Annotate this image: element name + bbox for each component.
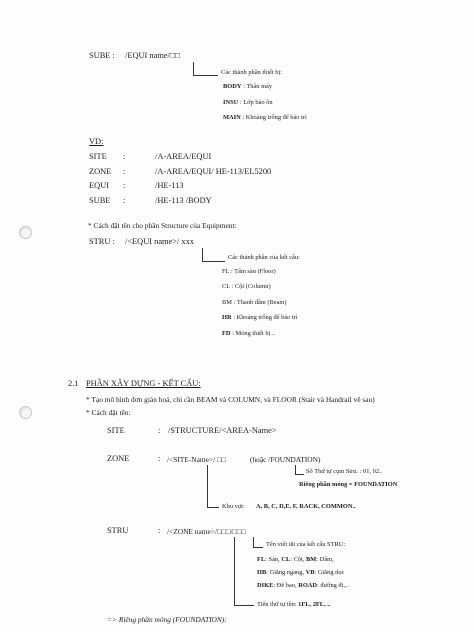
example-row-value: /HE-113 /BODY <box>155 196 212 205</box>
connector-line <box>193 75 218 76</box>
example-row-value: /A-AREA/EQUI/ HE-113/EL5200 <box>155 167 272 176</box>
structure-naming-note: * Cách đặt tên cho phần Structure của Equipment: <box>88 221 237 230</box>
section-bullet-2: * Cách đặt tên: <box>86 408 131 417</box>
zone-area-label: Khu vực <box>222 503 245 510</box>
section-number: 2.1 <box>68 379 79 388</box>
example-row-key: EQUI <box>89 181 110 190</box>
site-value: /STRUCTURE/<AREA-Name> <box>168 426 277 435</box>
zone-value: /<SITE-Name>/ □□ <box>167 455 226 464</box>
zone-alt: (hoặc /FOUNDATION) <box>250 455 321 464</box>
stru-label: STRU : <box>89 237 115 246</box>
structure-part-cl: CL : Cột (Column) <box>222 283 271 290</box>
foundation-note: => Riêng phần móng (FOUNDATION): <box>107 615 227 624</box>
structure-part-bm: BM : Thanh dầm (Beam) <box>222 299 287 306</box>
stru-sep: : <box>158 526 161 535</box>
example-row-value: /HE-113 <box>155 181 184 190</box>
structure-part-fd: FD : Móng thiết bị .. <box>222 330 276 337</box>
example-row-sep: : <box>123 181 126 190</box>
section-title: PHẦN XÂY DỰNG - KẾT CẤU: <box>86 379 201 388</box>
equi-parts-title: Các thành phần thiết bị: <box>221 69 283 76</box>
equi-part-body: BODY : Thân máy <box>223 83 273 90</box>
stru-abbrev-line: FL: Sàn, CL: Cột, BM: Dầm, <box>257 556 334 563</box>
stru-seq: Tiến thứ tự tên: 1FL, 2FL, .. <box>257 601 331 608</box>
sube-value: /EQUI name/□□ <box>125 51 181 60</box>
connector-line <box>295 474 304 475</box>
equi-part-insu: INSU : Lớp bảo ôn <box>223 99 273 106</box>
example-title: VD: <box>89 137 104 146</box>
stru-abbrev-title: Tên viết tắt của kết cấu STRU: <box>266 541 346 548</box>
connector-line <box>234 537 235 606</box>
stru-value: /<ZONE name>/□□□/□□□ <box>167 527 246 536</box>
stru-value: /<EQUI name>/ xxx <box>125 237 194 246</box>
structure-part-hr: HR : Khoảng trống để bảo trì <box>222 314 298 321</box>
connector-line <box>234 605 254 606</box>
zone-sep: : <box>158 454 161 463</box>
sube-label: SUBE : <box>89 51 115 60</box>
zone-key: ZONE <box>107 454 130 463</box>
binder-hole-2 <box>19 406 32 419</box>
structure-part-fl: FL : Tấm sàn (Floor) <box>222 268 276 275</box>
structure-parts-title: Các thành phần của kết cấu: <box>228 254 300 261</box>
site-key: SITE <box>107 426 125 435</box>
zone-area-values: A, B, C, D,E, F, RACK, COMMON.. <box>256 503 356 510</box>
connector-line <box>253 547 263 548</box>
example-row-key: SUBE <box>89 196 111 205</box>
example-row-key: ZONE <box>89 167 112 176</box>
stru-abbrev-line: DIKE: Đê bao, ROAD: đường đi,.. <box>257 582 349 589</box>
connector-line <box>202 261 225 262</box>
zone-foundation-note: Riêng phần móng = FOUNDATION <box>299 481 398 488</box>
connector-line <box>207 507 219 508</box>
equi-part-main: MAIN : Khoảng trống để bảo trì <box>223 114 307 121</box>
example-row-key: SITE <box>89 152 107 161</box>
connector-line <box>193 62 194 76</box>
example-row-sep: : <box>123 167 126 176</box>
stru-key: STRU <box>107 526 129 535</box>
connector-line <box>207 465 208 508</box>
site-sep: : <box>158 426 161 435</box>
section-bullet-1: * Tạo mô hình đơn giản hoá, chỉ cần BEAM và COLUMN, và FLOOR (Stair và Handrail vẽ sau) <box>86 395 375 404</box>
connector-line <box>202 248 203 262</box>
binder-hole-1 <box>19 226 32 239</box>
example-row-value: /A-AREA/EQUI <box>155 152 212 161</box>
example-row-sep: : <box>123 152 126 161</box>
zone-seq-note: Số Thứ tự cụm Stru. : 01, 02.. <box>306 468 383 475</box>
example-row-sep: : <box>123 196 126 205</box>
stru-abbrev-line: HB: Giằng ngang, VB: Giằng dọc <box>257 569 345 576</box>
